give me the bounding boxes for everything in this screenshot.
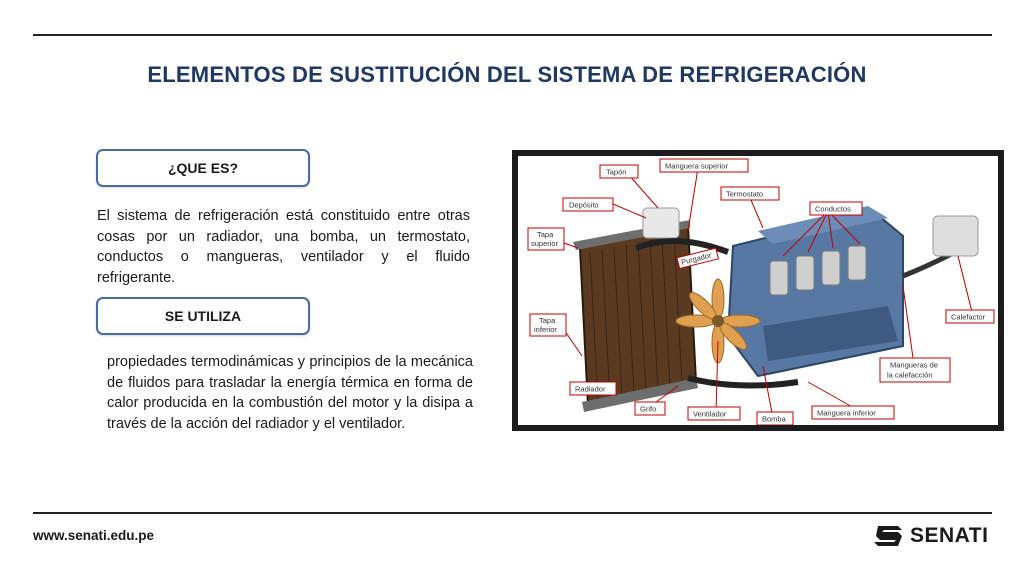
senati-logo-icon xyxy=(874,522,904,550)
label-grifo xyxy=(635,402,665,415)
svg-text:Purgador: Purgador xyxy=(680,250,713,267)
label-deposito xyxy=(563,198,613,211)
svg-text:Manguera inferior: Manguera inferior xyxy=(817,408,876,418)
bottom-divider xyxy=(33,512,992,514)
svg-text:Mangueras de: Mangueras de xyxy=(890,360,938,370)
svg-text:Tapa: Tapa xyxy=(539,316,556,325)
svg-text:Depósito: Depósito xyxy=(569,200,599,210)
svg-text:Conductos: Conductos xyxy=(815,204,851,214)
label-ventilador xyxy=(688,407,740,420)
que-es-text: El sistema de refrigeración está constituido entre otras cosas por un radiador, una bomba, un termostato, conductos o mangueras, ventilador y el fluido refrigerante. xyxy=(97,208,470,286)
svg-text:Calefactor: Calefactor xyxy=(951,312,986,322)
svg-text:superior: superior xyxy=(531,239,559,248)
que-es-heading: ¿QUE ES? xyxy=(96,149,310,187)
label-radiador xyxy=(570,382,616,395)
label-manguera-superior xyxy=(660,159,748,172)
label-tapon xyxy=(600,165,638,178)
svg-text:Grifo: Grifo xyxy=(640,404,657,414)
svg-text:Tapa: Tapa xyxy=(537,230,554,239)
senati-logo xyxy=(874,522,988,550)
se-utiliza-heading: SE UTILIZA xyxy=(96,297,310,335)
svg-text:Bomba: Bomba xyxy=(762,414,786,424)
svg-text:la calefacción: la calefacción xyxy=(887,370,933,380)
label-mangueras-calefaccion xyxy=(880,358,950,382)
label-conductos xyxy=(810,202,862,215)
se-utiliza-text: propiedades termodinámicas y principios de la mecánica de fluidos para trasladar la energía térmica en forma de calor producida en la combustión del motor y la disipa a través de la acción del radiador y el ventilador. xyxy=(107,354,473,432)
top-divider xyxy=(33,34,992,36)
footer-url[interactable]: www.senati.edu.pe xyxy=(33,528,155,543)
label-bomba xyxy=(757,412,793,425)
label-manguera-inferior xyxy=(812,406,894,419)
senati-logo-text: SENATI xyxy=(910,524,989,547)
svg-text:Radiador: Radiador xyxy=(575,384,606,394)
page-title: ELEMENTOS DE SUSTITUCIÓN DEL SISTEMA DE REFRIGERACIÓN xyxy=(147,62,867,87)
svg-text:Termostato: Termostato xyxy=(726,189,764,199)
svg-text:Ventilador: Ventilador xyxy=(693,409,727,419)
svg-text:Manguera superior: Manguera superior xyxy=(665,161,728,171)
label-tapa-superior xyxy=(528,228,564,250)
label-calefactor xyxy=(946,310,994,323)
svg-text:Tapón: Tapón xyxy=(606,167,627,177)
label-tapa-inferior xyxy=(530,314,566,336)
cooling-system-diagram xyxy=(512,150,1004,431)
label-termostato xyxy=(721,187,779,200)
svg-text:inferior: inferior xyxy=(534,325,557,334)
